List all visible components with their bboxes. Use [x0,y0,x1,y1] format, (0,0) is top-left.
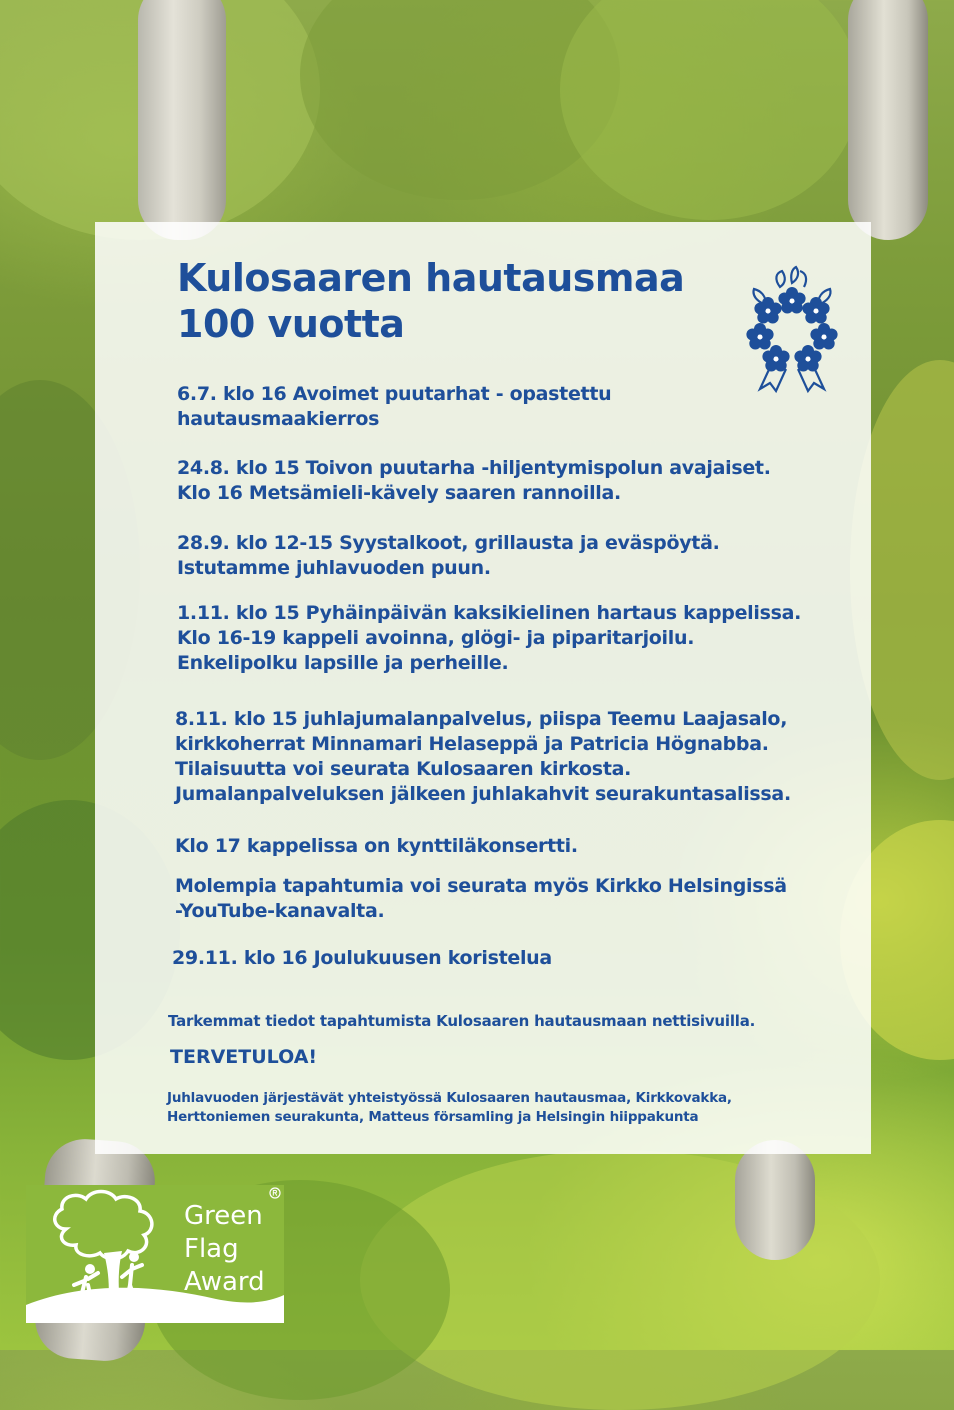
event-item: 28.9. klo 12-15 Syystalkoot, grillausta ja eväspöytä. Istutamme juhlavuoden puun. [177,532,720,579]
event-item: Molempia tapahtumia voi seurata myös Kirkko Helsingissä -YouTube-kanavalta. [175,875,787,922]
registered-mark-icon [269,1187,281,1199]
badge-line-1: Green [184,1201,263,1231]
title-line-1: Kulosaaren hautausmaa [177,256,685,300]
event-item: 29.11. klo 16 Joulukuusen koristelua [172,947,552,969]
green-flag-award-badge [26,1185,284,1323]
event-item: Klo 17 kappelissa on kynttiläkonsertti. [175,835,578,857]
more-info-text: Tarkemmat tiedot tapahtumista Kulosaaren hautausmaan nettisivuilla. [168,1012,756,1030]
title-line-2: 100 vuotta [177,302,405,346]
birch-trunk [848,0,928,240]
poster-title [177,255,737,347]
event-item: 6.7. klo 16 Avoimet puutarhat - opastettu hautausmaakierros [177,383,612,430]
flower-wreath-icon [736,265,848,395]
birch-trunk [735,1140,815,1260]
birch-trunk [138,0,226,240]
welcome-text: TERVETULOA! [170,1046,318,1068]
event-item: 8.11. klo 15 juhlajumalanpalvelus, piispa Teemu Laajasalo, kirkkoherrat Minnamari Helaseppä ja Patricia Högnabba. Tilaisuutta voi seurata Kulosaaren kirkosta. Jumalanpalveluksen jälkeen juhlakahvit seurakuntasalissa. [175,708,791,805]
event-item: 1.11. klo 15 Pyhäinpäivän kaksikielinen hartaus kappelissa. Klo 16-19 kappeli avoinna, glögi- ja piparitarjoilu. Enkelipolku lapsille ja perheille. [177,602,802,674]
badge-line-3: Award [184,1267,265,1297]
badge-line-2: Flag [184,1234,239,1264]
organizers-text: Juhlavuoden järjestävät yhteistyössä Kulosaaren hautausmaa, Kirkkovakka, Herttoniemen seurakunta, Matteus församling ja Helsingin hiippakunta [167,1090,732,1125]
event-item: 24.8. klo 15 Toivon puutarha -hiljentymispolun avajaiset. Klo 16 Metsämieli-kävely saaren rannoilla. [177,457,771,504]
